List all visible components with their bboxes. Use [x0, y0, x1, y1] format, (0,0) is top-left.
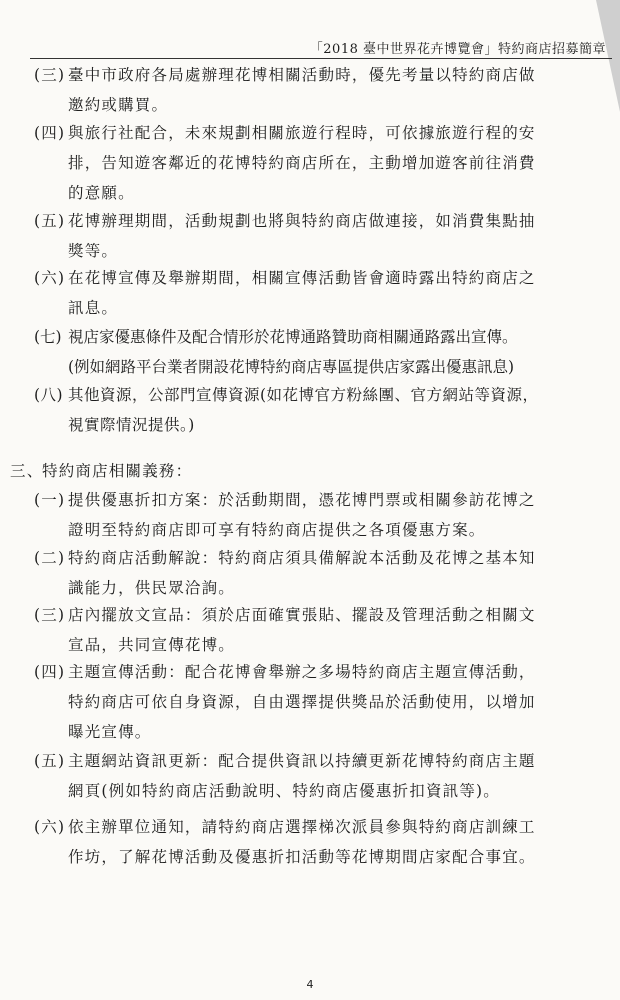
page-number: 4 [306, 978, 314, 991]
item-marker: (三) [34, 606, 66, 624]
list-item [34, 206, 536, 266]
item-marker: (八) [34, 386, 64, 404]
section-number: 三、 [10, 462, 44, 480]
list-item [34, 746, 536, 806]
list-item [34, 812, 536, 872]
item-line: 在花博宣傳及舉辦期間，相關宣傳活動皆會適時露出特約商店之 [68, 269, 536, 287]
item-marker: (五) [34, 752, 66, 770]
item-marker: (六) [34, 269, 66, 287]
list-item [34, 657, 536, 747]
item-line: 特約商店活動解說：特約商店須具備解說本活動及花博之基本知 [68, 549, 536, 567]
item-line: 臺中市政府各局處辦理花博相關活動時，優先考量以特約商店做 [68, 66, 536, 84]
item-line: 網頁(例如特約商店活動說明、特約商店優惠折扣資訊等)。 [68, 782, 500, 800]
document-header-title: 「2018 臺中世界花卉博覽會」特約商店招募簡章 [309, 42, 606, 57]
item-line: 排，告知遊客鄰近的花博特約商店所在，主動增加遊客前往消費 [68, 154, 536, 172]
item-line: 證明至特約商店即可享有特約商店提供之各項優惠方案。 [68, 521, 486, 539]
item-line: 宣品，共同宣傳花博。 [68, 636, 236, 654]
item-marker: (二) [34, 549, 66, 567]
list-item [34, 380, 539, 440]
item-line: 特約商店可依自身資源，自由選擇提供獎品於活動使用，以增加 [68, 693, 536, 711]
item-marker: (六) [34, 818, 66, 836]
item-line: 提供優惠折扣方案：於活動期間，憑花博門票或相關參訪花博之 [68, 491, 536, 509]
item-line: 主題網站資訊更新：配合提供資訊以持續更新花博特約商店主題 [68, 752, 536, 770]
item-line: 依主辦單位通知，請特約商店選擇梯次派員參與特約商店訓練工 [68, 818, 536, 836]
item-line: 訊息。 [68, 299, 119, 317]
item-line: 店內擺放文宣品：須於店面確實張貼、擺設及管理活動之相關文 [68, 606, 536, 624]
item-line: 視店家優惠條件及配合情形於花博通路贊助商相關通路露出宣傳。 [68, 328, 518, 346]
item-line: 邀約或購買。 [68, 96, 169, 114]
item-line: 與旅行社配合，未來規劃相關旅遊行程時，可依據旅遊行程的安 [68, 124, 536, 142]
section-title: 特約商店相關義務： [42, 462, 193, 480]
item-marker: (四) [34, 663, 66, 681]
item-line: 識能力，供民眾洽詢。 [68, 579, 236, 597]
item-line: 曝光宣傳。 [68, 723, 152, 741]
item-marker: (一) [34, 491, 66, 509]
item-line: 的意願。 [68, 184, 135, 202]
item-line: 其他資源，公部門宣傳資源(如花博官方粉絲團、官方網站等資源， [68, 386, 539, 404]
header-divider [30, 58, 612, 59]
item-marker: (五) [34, 212, 66, 230]
item-marker: (七) [34, 328, 62, 346]
item-line: 視實際情況提供。) [68, 416, 195, 434]
item-marker: (三) [34, 66, 66, 84]
item-line: 獎等。 [68, 242, 119, 260]
list-item [34, 263, 536, 323]
item-line: 花博辦理期間，活動規劃也將與特約商店做連接，如消費集點抽 [68, 212, 536, 230]
list-item [34, 600, 536, 660]
list-item [34, 485, 536, 545]
item-marker: (四) [34, 124, 66, 142]
item-line: 主題宣傳活動：配合花博會舉辦之多場特約商店主題宣傳活動， [68, 663, 536, 681]
list-item [34, 60, 536, 120]
list-item [34, 543, 536, 603]
item-line: 作坊，了解花博活動及優惠折扣活動等花博期間店家配合事宜。 [68, 848, 536, 866]
list-item [34, 118, 536, 208]
list-item [34, 322, 518, 382]
item-line: (例如網路平台業者開設花博特約商店專區提供店家露出優惠訊息) [68, 358, 515, 376]
